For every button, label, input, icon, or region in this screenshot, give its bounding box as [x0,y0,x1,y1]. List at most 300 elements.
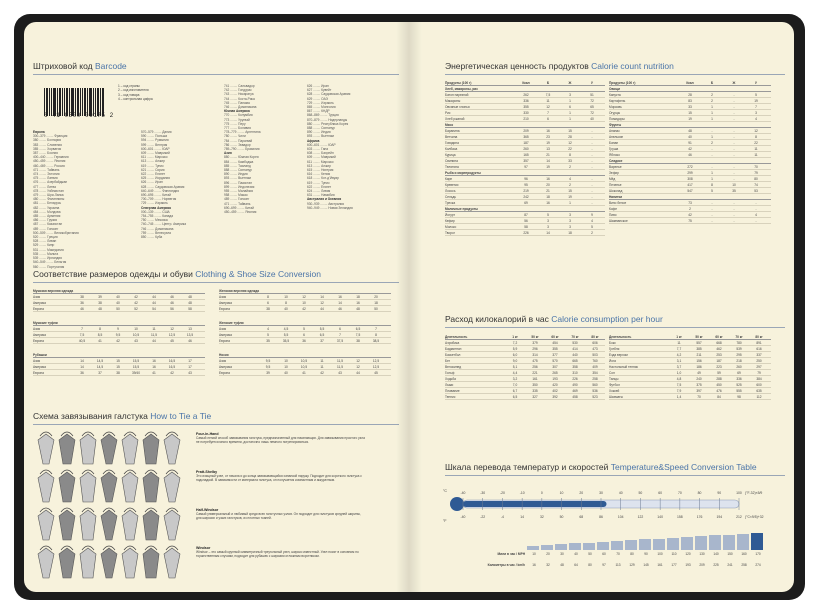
table-cell: 253 [716,352,722,357]
size-value: 11,5 [337,358,343,363]
tie-step-diagram [38,548,54,578]
size-value: 10,5 [300,364,308,369]
table-cell: Варенье [609,164,622,169]
table-cell: Морковь [609,104,622,109]
table-cell: 616 [756,346,762,351]
table-header-cell: Деятельность [609,334,632,339]
tie-knot-1 [196,432,366,445]
formula-f: (°C×9/5)+32 [745,515,764,519]
celsius-tick: 30 [599,491,603,495]
table-cell: 354 [592,370,598,375]
barcode-digits: 6 41 0500 09175 2 [44,112,114,119]
table-cell: 223 [716,364,722,369]
table-cell: 523 [592,394,598,399]
speed-value: 145 [643,563,649,567]
speed-bar [723,535,735,550]
speed-bar [751,533,763,550]
table-cell: 42 [688,146,692,151]
table-cell: 14 [546,158,550,163]
speed-bar [569,543,581,549]
size-value: 41 [98,338,102,343]
size-value: 16 [338,294,342,299]
size-value: 18 [356,294,360,299]
size-value: 10 [134,326,138,331]
table-cell: 5,1 [512,364,518,369]
speed-label: Мили в час / MPH [497,552,525,556]
size-value: 10,5 [300,358,308,363]
table-cell: 536 [592,388,598,393]
size-table-socks [219,352,391,376]
table-cell: 327 [532,394,538,399]
speed-value: 241 [727,563,733,567]
table-cell: 5,9 [512,346,518,351]
barcode-legend: 1 – код страны 2 – код изготовителя 3 – код товара 4 – контрольная цифра [118,84,153,101]
table-cell: Вино белое [609,200,627,205]
size-value: 8 [375,332,377,337]
table-cell: 296 [532,346,538,351]
fahrenheit-tick: 176 [696,515,703,519]
size-value: 46 [170,294,174,299]
table-cell: Пиво [609,212,617,217]
tie-step-diagram [143,510,159,540]
table-cell: 209 [523,128,529,133]
table-cell: 384 [756,376,762,381]
size-value: 20 [374,294,378,299]
table-cell: 6 [569,104,571,109]
table-cell: - [733,152,735,157]
table-cell: 2 [711,98,713,103]
tie-knot-text: Самый легкий способ завязывания галстука, предназначенный для начинающих. Для завязывания простого узла не потребуется много времени, достаточно лишь немного потренироваться. [196,436,365,445]
table-cell: 1 [711,110,713,115]
size-value: 38 [356,338,360,343]
table-cell: 87 [524,212,528,217]
size-value: 11 [152,326,156,331]
table-cell: 310 [572,370,578,375]
size-value: 35 [266,338,270,343]
table-cell: 1 [711,176,713,181]
table-cell: Печенье [609,182,622,187]
size-table-men_shoes [33,320,205,344]
size-value: 7,5 [79,332,85,337]
size-value: 45 [170,338,174,343]
speed-value: 170 [755,552,761,556]
size-value: 12 [302,294,306,299]
table-cell: 58 [524,224,528,229]
table-cell: 20 [546,182,550,187]
table-cell: 91 [688,140,692,145]
size-value: 14 [80,358,84,363]
table-cell: - [733,116,735,121]
fahrenheit-tick: 104 [617,515,624,519]
table-cell: 2 [711,92,713,97]
table-cell: 72 [590,98,594,103]
celsius-tick: -40 [460,491,466,495]
size-value: 5 [303,326,305,331]
celsius-tick: -10 [519,491,525,495]
table-cell: 2 [569,164,571,169]
size-table-row [33,306,205,312]
table-cell: 250 [756,358,762,363]
speed-value: 113 [615,563,621,567]
table-cell: - [733,98,735,103]
table-cell: 392 [552,394,558,399]
table-cell: Капуста [609,92,621,97]
table-cell: 165 [523,152,529,157]
table-cell: 8 [569,152,571,157]
table-cell: 21 [546,188,550,193]
table-cell: Бокс [609,340,616,345]
size-value: 12 [356,364,360,369]
tie-knot-text: Самый универсальный и любимый среди всех галстучных узлов. Он подходит для галстуков средней ширины, для широких и узких галстуков, из плотных тканей. [196,512,361,521]
table-cell: 15 [568,188,572,193]
table-cell: 260 [736,364,742,369]
table-cell: 350 [532,382,538,387]
size-value: 44 [320,306,324,311]
size-value: 4,5 [283,326,289,331]
tie-step-diagram [38,434,54,464]
table-cell: 6,5 [512,394,518,399]
fahrenheit-label: °F [443,519,447,523]
table-cell: 9 [591,212,593,217]
table-cell: 476 [716,388,722,393]
size-value: 16,5 [168,358,176,363]
table-cell: 51 [590,92,594,97]
table-cell: 256 [532,364,538,369]
size-value: 50 [374,306,378,311]
table-cell: Шампанское [609,218,628,223]
table-cell: Баранина [445,128,460,133]
tie-step-diagram [101,472,117,502]
table-cell: 156 [696,358,702,363]
celsius-tick: -30 [480,491,486,495]
size-value: 9,5 [265,364,271,369]
table-cell: 40 [688,134,692,139]
size-table-women_outer [219,288,391,312]
fahrenheit-tick: 32 [539,515,544,519]
table-cell: 1 [711,170,713,175]
celsius-tick: 100 [736,491,742,495]
table-cell: 473 [592,346,598,351]
celsius-tick: 20 [579,491,584,495]
table-cell: Макароны [445,98,461,103]
table-row [445,230,605,236]
size-value: 56 [170,306,174,311]
fahrenheit-tick: -4 [500,515,504,519]
size-value: 6 [267,300,269,305]
table-cell: 2 [591,230,593,235]
table-cell: Творог [445,230,455,235]
size-table-title: Женская верхняя одежда [219,288,391,294]
size-value: 41 [152,370,156,375]
table-cell: 314 [532,352,538,357]
speed-bar [709,535,721,549]
size-value: 16 [356,300,360,305]
table-row [445,394,605,400]
table-header-cell: 1 кг [512,334,518,339]
size-value: 17 [188,358,192,363]
size-value: 12 [320,300,324,305]
speed-value: 150 [727,552,733,556]
table-cell: 4,8 [676,376,682,381]
table-cell: 7,2 [512,340,518,345]
table-cell: 211 [696,352,702,357]
table-cell: Футбол [609,382,620,387]
size-table-row [219,338,391,344]
table-cell: - [591,200,593,205]
size-table-women_shoes [219,320,391,344]
tie-step-diagram [164,548,180,578]
speed-value: 140 [713,552,719,556]
country-codes-europe: Европа 300–379 ........ Франция 380 ........ Болгария 383 ........ Словения 385 ........ Хорватия 387 ........ Босния 400–440 ........ Германия 450–459 ........ Япония 460–469 ........ Россия 471 ........ Тайвань 474 ........ Эстония 475 ........ Латвия 476 ........ Азербайджан 477 ........ Литва 478 ........ Узбекистан 479 ........ Шри-Ланка 480 ........ Филиппины 481 ........ Беларусь 482 ........ Украина 484 ........ Молдова 485 ........ Армения 486 ........ Грузия 487 ........ Казахстан 489 ........ Гонконг 500–509 ........ Великобритания 520 ........ Греция 528 ........ Ливан 529 ........ Кипр 531 ........ Македония 535 ........ Мальта 539 ........ Ирландия 540–549 ........ Бельгия 560 ........ Португалия [33,130,79,269]
table-cell: 19 [754,98,758,103]
size-region: Европа [219,306,230,311]
left-page [24,22,409,592]
table-cell: Мёд [609,176,616,181]
table-header-cell: 80 кг [755,334,763,339]
size-value: 14 [338,300,342,305]
speed-value: 32 [546,563,550,567]
tie-step-diagram [59,434,75,464]
fahrenheit-tick: 158 [677,515,683,519]
table-cell: 10 [732,182,736,187]
size-value: 10 [284,364,288,369]
table-cell: Баскетбол [445,352,461,357]
speed-value: 30 [560,552,564,556]
size-value: 11 [320,364,324,369]
table-cell: 219 [523,188,529,193]
table-cell: 272 [687,164,693,169]
table-cell: 7,5 [676,382,682,387]
speed-value: 48 [560,563,564,567]
table-cell: Шоколад [609,188,623,193]
table-cell: Аэробика [445,340,460,345]
size-value: 46 [80,306,84,311]
table-cell: 409 [592,364,598,369]
size-value: 15,5 [132,364,140,369]
table-cell: 73 [688,200,692,205]
table-cell: 3 [547,218,549,223]
table-cell: 187 [716,358,722,363]
table-cell: 28 [688,92,692,97]
table-cell: 462 [716,346,722,351]
tie-knot-name: Four-in-Hand [196,432,219,436]
size-value: 7 [339,332,341,337]
tie-step-diagram [80,472,96,502]
speed-value: 161 [657,563,663,567]
speed-value: 20 [546,552,550,556]
table-cell: - [733,176,735,181]
table-cell: 5 [591,224,593,229]
size-region: Америка [219,332,232,337]
size-table-title: Женские туфли [219,320,391,326]
table-cell: - [711,164,713,169]
table-cell: 1,0 [676,370,682,375]
size-value: 7 [81,326,83,331]
speed-value: 225 [713,563,719,567]
table-cell: 12 [546,104,550,109]
table-header-cell: Продукты (100 г) [445,80,472,85]
table-cell: 330 [523,110,529,115]
table-header-cell: У [755,80,757,85]
table-cell: Плавание [445,388,460,393]
size-value: 48 [98,306,102,311]
fahrenheit-tick: 68 [579,515,584,519]
speed-value: 97 [602,563,606,567]
table-cell: 187 [523,140,529,145]
table-cell: 2 [569,182,571,187]
size-value: 50 [116,306,120,311]
table-cell: 59 [717,370,721,375]
table-cell: 193 [552,376,558,381]
table-cell: 1 [711,116,713,121]
table-cell: 28 [568,134,572,139]
celsius-tick: 70 [677,491,682,495]
table-cell: 11 [754,146,758,151]
tie-knot-name: Half-Windsor [196,508,219,512]
table-cell: 240 [696,376,702,381]
table-cell: 297 [756,364,762,369]
table-cell: - [755,206,757,211]
table-cell: 18 [546,194,550,199]
table-cell: 15 [568,128,572,133]
table-cell: - [591,140,593,145]
size-table-title: Мужская верхняя одежда [33,288,205,294]
country-codes-europe-2: 570–579 ........ Дания 590 ........ Польша 594 ........ Румыния 599 ........ Венгрия 600–601 ........ ЮАР 609 ........ Маврикий 611 ........ Марокко 613 ........ Алжир 619 ........ Тунис 621 ........ Сирия 622 ........ Египет 625 ........ Иордания 626 ........ Иран 628 ........ Саудовская Аравия 640–649 ........ Финляндия 690–695 ........ Китай 700–709 ........ Норвегия 729 ........ Израиль Северная Америка 000–139 ........ США 754–755 ........ Канада 750 ........ Мексика 740–745 ........ Центр. Америка 746 ........ Доминикана 759 ........ Венесуэла 850 ........ Куба [141,130,187,240]
table-cell: 547 [687,188,693,193]
table-cell: Груша [609,146,619,151]
size-table-row [219,370,391,376]
table-cell: 5 [547,212,549,217]
table-header-cell: Ж [732,80,736,85]
thermo-bulb [450,497,464,511]
fahrenheit-tick: -40 [460,515,466,519]
table-cell: 525 [736,382,742,387]
table-header-cell: Б [710,80,714,85]
table-cell: 780 [736,340,742,345]
table-cell: Теннис [445,394,456,399]
table-cell: 335 [532,388,538,393]
table-cell: - [591,128,593,133]
table-cell: 7,5 [545,92,551,97]
calorie-table-right [609,80,771,224]
table-group-head: Хлеб, макароны, рис [445,86,605,92]
fahrenheit-tick: 194 [716,515,723,519]
table-cell: 5 [755,92,757,97]
table-cell: 72 [590,110,594,115]
table-cell: 260 [523,146,529,151]
size-value: 14,5 [96,364,104,369]
table-cell: 1,4 [676,394,682,399]
speed-value: 90 [644,552,648,556]
speed-bar [527,546,539,550]
table-cell: - [711,212,713,217]
size-value: 46 [338,306,342,311]
table-header-cell: 50 кг [531,334,539,339]
fahrenheit-tick: 140 [657,515,663,519]
table-cell: 21 [546,152,550,157]
tie-diagrams [36,428,190,588]
speed-label: Километры в час / km/h [487,563,525,567]
table-cell: 6,7 [512,388,518,393]
celsius-tick: 40 [618,491,623,495]
table-cell: Зефир [609,170,619,175]
table-group-head: Сладкое [609,158,771,164]
tie-step-diagram [59,510,75,540]
size-value: 7,5 [355,332,361,337]
size-value: 39 [266,370,270,375]
table-cell: 79 [754,170,758,175]
tie-knot-text: Это изящный узел, от начала и до конца завязывающийся изнанкой наружу. Подходит для короткого галстука с подкладкой. В зависимости от материала галстука, он получается компактным и аккуратным. [196,474,362,483]
celsius-tick: -20 [499,491,505,495]
table-cell: Бег [445,358,451,363]
size-value: 18 [374,300,378,305]
table-cell: - [733,206,735,211]
table-cell: - [733,170,735,175]
size-value: 43 [338,370,342,375]
table-cell: 417 [687,182,693,187]
table-cell: - [733,140,735,145]
table-cell: 3 [547,224,549,229]
size-table-men_outer [33,288,205,312]
table-cell: - [733,134,735,139]
table-cell: 299 [687,170,693,175]
size-value: 43 [134,338,138,343]
speed-value: 64 [574,563,578,567]
size-value: 11 [320,358,324,363]
table-cell: 668 [716,340,722,345]
size-value: 9,5 [265,358,271,363]
tie-step-diagram [59,548,75,578]
table-cell: - [591,158,593,163]
table-cell: - [733,110,735,115]
size-value: 17 [188,364,192,369]
size-value: 9,5 [115,332,121,337]
sizes-title: Соответствие размеров одежды и обуви Clothing & Shoe Size Conversion [33,269,321,279]
tie-step-diagram [143,472,159,502]
table-cell: Говядина [445,140,459,145]
table-cell: - [591,152,593,157]
table-cell: 560 [592,382,598,387]
table-cell: Лыжи [445,382,454,387]
consumption-table-right [609,334,771,400]
size-value: 15 [116,364,120,369]
right-page [409,22,794,592]
table-cell: 3 [569,218,571,223]
table-cell: Карп [445,176,453,181]
size-value: 14 [320,294,324,299]
table-cell: 3,1 [676,358,682,363]
size-value: 46 [188,338,192,343]
table-cell: - [733,146,735,151]
celsius-tick: 80 [697,491,702,495]
table-cell: 402 [552,388,558,393]
size-value: 38 [80,294,84,299]
table-cell: 385 [696,346,702,351]
tie-step-diagram [38,510,54,540]
size-region: Америка [33,364,46,369]
barcode-rule [33,74,399,75]
table-cell: 503 [592,352,598,357]
tie-step-diagram [101,548,117,578]
table-cell: 665 [572,358,578,363]
tie-step-diagram [164,434,180,464]
speed-bar [625,540,637,550]
table-group-head: Рыба и морепродукты [445,170,605,176]
consumption-title: Расход килокалорий в час Calorie consumption per hour [445,314,663,324]
table-cell: 53 [754,188,758,193]
table-header-cell: 60 кг [551,334,559,339]
size-region: Европа [33,338,44,343]
